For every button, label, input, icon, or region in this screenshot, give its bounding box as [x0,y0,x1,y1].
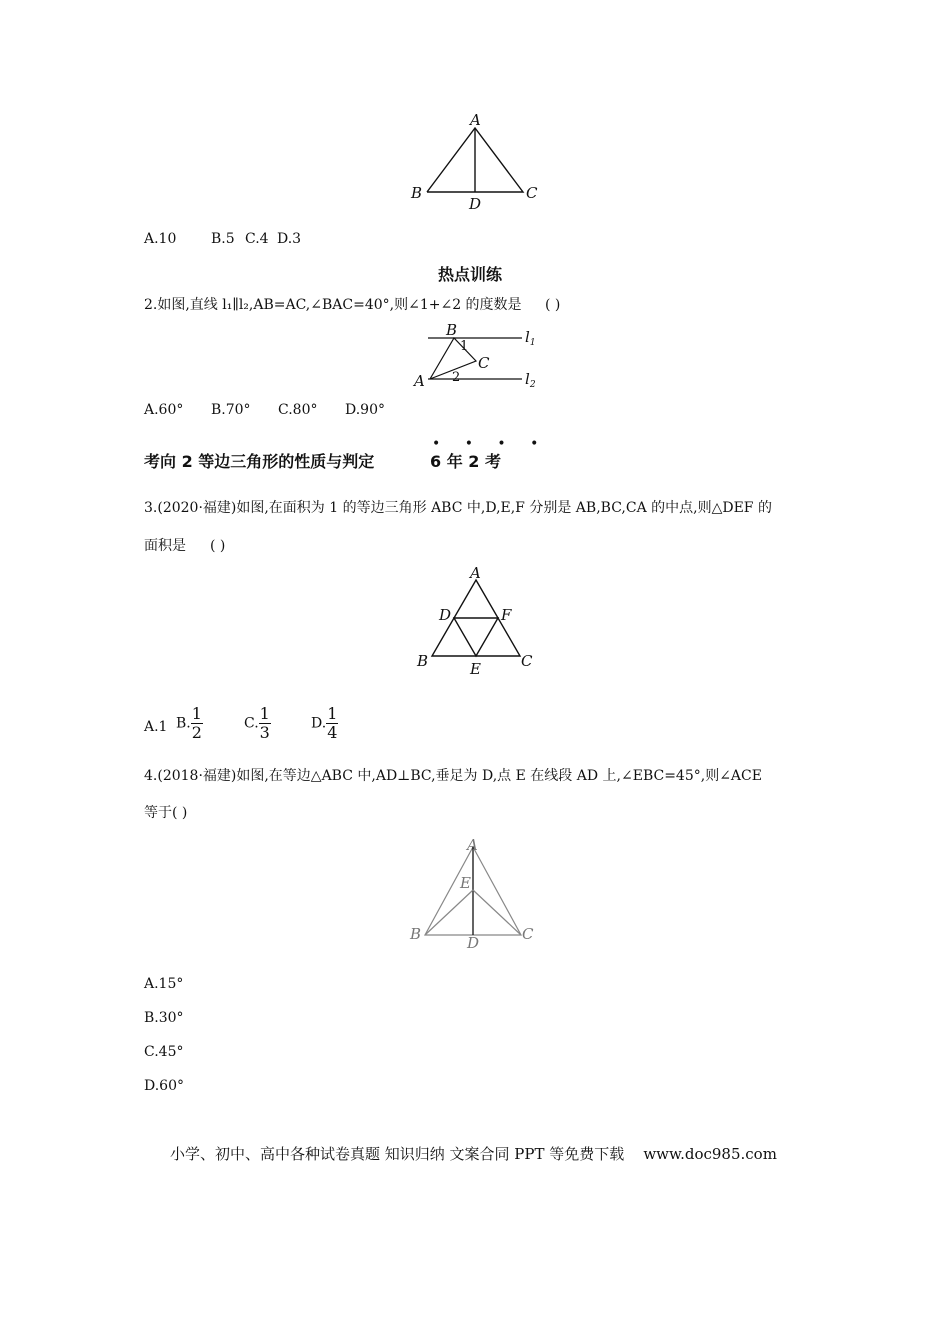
label-b: B [410,925,422,943]
q1-option-b: B.5 [211,231,235,247]
label-c: C [478,354,490,372]
q3-option-b: B. $\frac{1}{2}$ [176,704,202,742]
q4-option-c: C.45° [144,1044,184,1060]
label-c: C [521,652,533,670]
q2-option-b: B.70° [211,402,251,418]
label-b: B [417,652,429,670]
label-d: D [469,195,482,213]
figure-equilateral-midpoints [410,562,545,680]
emphasis-dots: • • • • [432,436,549,452]
q4-option-a: A.15° [144,976,184,992]
label-b: B [446,321,458,339]
q1-option-c: C.4 [245,231,269,247]
label-e: E [460,874,471,892]
label-c: C [522,925,534,943]
q2-option-c: C.80° [278,402,318,418]
q1-option-d: D.3 [277,231,302,247]
label-c: C [526,184,538,202]
q2-option-d: D.90° [345,402,385,418]
label-b: B [411,184,423,202]
section-title-hot-training: 热点训练 [438,265,503,284]
q4-stem-line2: 等于( ) [144,805,188,821]
line-l1-label: $l_1$ [525,328,536,348]
section-frequency: 6 年 2 考 [430,452,501,471]
q3-option-c: C. $\frac{1}{3}$ [244,704,270,742]
page-footer: 小学、初中、高中各种试卷真题 知识归纳 文案合同 PPT 等免费下载 www.doc985.com [170,1145,777,1163]
label-a: A [470,111,481,129]
label-d: D [467,934,480,952]
angle-2-label: 2 [452,370,461,385]
angle-1-label: 1 [460,339,469,354]
q3-answer-paren: ( ) [210,538,226,554]
q2-answer-paren: ( ) [545,297,561,313]
label-d: D [439,606,452,624]
q3-stem-line1: 3.(2020·福建)如图,在面积为 1 的等边三角形 ABC 中,D,E,F 分别是 AB,BC,CA 的中点,则△DEF 的 [144,500,772,516]
q3-stem-line2: 面积是 [144,538,186,554]
figure-triangle-abd [405,108,550,216]
q3-option-d: D. $\frac{1}{4}$ [311,704,338,742]
q4-option-d: D.60° [144,1078,184,1094]
q3-option-a: A.1 [144,719,168,735]
label-e: E [470,660,481,678]
label-f: F [501,606,512,624]
q2-option-a: A.60° [144,402,184,418]
label-a: A [467,836,478,854]
q4-stem-line1: 4.(2018·福建)如图,在等边△ABC 中,AD⊥BC,垂足为 D,点 E 在线段 AD 上,∠EBC=45°,则∠ACE [144,768,762,784]
section-title-equilateral: 考向 2 等边三角形的性质与判定 [144,452,375,471]
line-l2-label: $l_2$ [525,370,536,390]
q4-option-b: B.30° [144,1010,184,1026]
label-a: A [414,372,425,390]
figure-equilateral-e [405,835,550,955]
label-a: A [470,564,481,582]
figure-parallel-lines [410,318,545,398]
q1-option-a: A.10 [144,231,177,247]
q2-stem: 2.如图,直线 l₁∥l₂,AB=AC,∠BAC=40°,则∠1+∠2 的度数是 [144,297,522,313]
